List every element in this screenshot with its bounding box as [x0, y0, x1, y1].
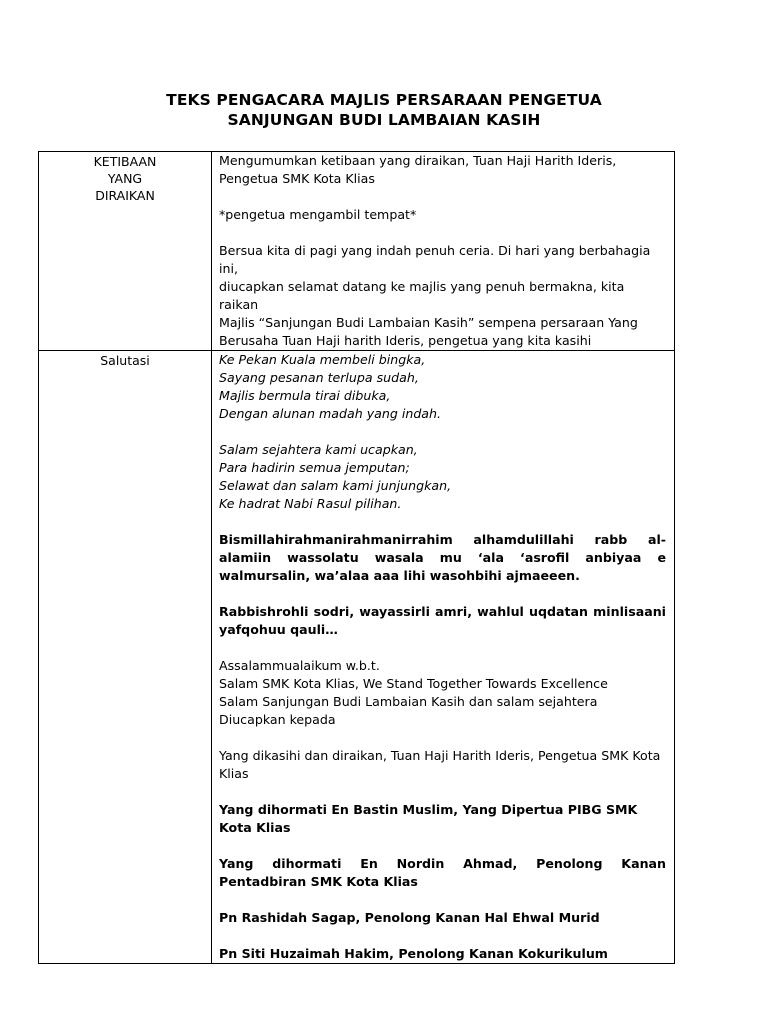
- text-line: Pengetua SMK Kota Klias: [219, 171, 375, 186]
- pantun-line: Selawat dan salam kami junjungkan,: [219, 478, 452, 493]
- pantun-line: Salam sejahtera kami ucapkan,: [219, 442, 418, 457]
- guest-line: Yang dihormati En Nordin Ahmad, Penolong Kanan Pentadbiran SMK Kota Klias: [219, 856, 666, 889]
- document-title-line1: TEKS PENGACARA MAJLIS PERSARAAN PENGETUA: [166, 91, 602, 109]
- text-line: diucapkan selamat datang ke majlis yang penuh bermakna, kita raikan: [219, 279, 625, 312]
- salam-line: Salam Sanjungan Budi Lambaian Kasih dan salam sejahtera: [219, 694, 598, 709]
- pantun-line: Dengan alunan madah yang indah.: [219, 406, 442, 421]
- row-content-cell: [212, 152, 675, 351]
- text-line: Berusaha Tuan Haji harith Ideris, pengetua yang kita kasihi: [219, 333, 592, 348]
- guest-line: Yang dihormati En Bastin Muslim, Yang Dipertua PIBG SMK Kota Klias: [219, 802, 638, 835]
- guest-line: Pn Rashidah Sagap, Penolong Kanan Hal Ehwal Murid: [219, 910, 600, 925]
- row-label-cell: [39, 351, 212, 964]
- table-row: [39, 152, 675, 351]
- salam-line: Diucapkan kepada: [219, 712, 336, 727]
- guest-line: Yang dikasihi dan diraikan, Tuan Haji Harith Ideris, Pengetua SMK Kota Klias: [219, 748, 661, 781]
- row-label: Salutasi: [100, 353, 150, 368]
- row-content-cell: [212, 351, 675, 964]
- pantun-line: Majlis bermula tirai dibuka,: [219, 388, 391, 403]
- stage-direction: *pengetua mengambil tempat*: [219, 207, 417, 222]
- script-table: [38, 151, 675, 964]
- salam-line: Salam SMK Kota Klias, We Stand Together Towards Excellence: [219, 676, 608, 691]
- pantun-line: Sayang pesanan terlupa sudah,: [219, 370, 419, 385]
- document-title-line2: SANJUNGAN BUDI LAMBAIAN KASIH: [227, 111, 541, 129]
- doa-paragraph: Rabbishrohli sodri, wayassirli amri, wahlul uqdatan minlisaani yafqohuu qauli…: [219, 604, 666, 637]
- row-label-line: DIRAIKAN: [95, 188, 155, 203]
- row-label-cell: [39, 152, 212, 351]
- text-line: Bersua kita di pagi yang indah penuh ceria. Di hari yang berbahagia ini,: [219, 243, 651, 276]
- pantun-line: Ke hadrat Nabi Rasul pilihan.: [219, 496, 402, 511]
- pantun-line: Ke Pekan Kuala membeli bingka,: [219, 352, 426, 367]
- guest-line: Pn Siti Huzaimah Hakim, Penolong Kanan Kokurikulum: [219, 946, 608, 961]
- text-line: Mengumumkan ketibaan yang diraikan, Tuan Haji Harith Ideris,: [219, 153, 617, 168]
- salam-line: Assalammualaikum w.b.t.: [219, 658, 380, 673]
- row-label-line: KETIBAAN: [93, 154, 157, 169]
- doa-paragraph: Bismillahirahmanirahmanirrahim alhamdulillahi rabb al-alamiin wassolatu wasala mu ‘ala ‘asrofil anbiyaa e walmursalin, wa’alaa aaa lihi wasohbihi ajmaeeen.: [219, 532, 666, 583]
- text-line: Majlis “Sanjungan Budi Lambaian Kasih” sempena persaraan Yang: [219, 315, 638, 330]
- table-row: [39, 351, 675, 964]
- row-label-line: YANG: [107, 171, 143, 186]
- pantun-line: Para hadirin semua jemputan;: [219, 460, 410, 475]
